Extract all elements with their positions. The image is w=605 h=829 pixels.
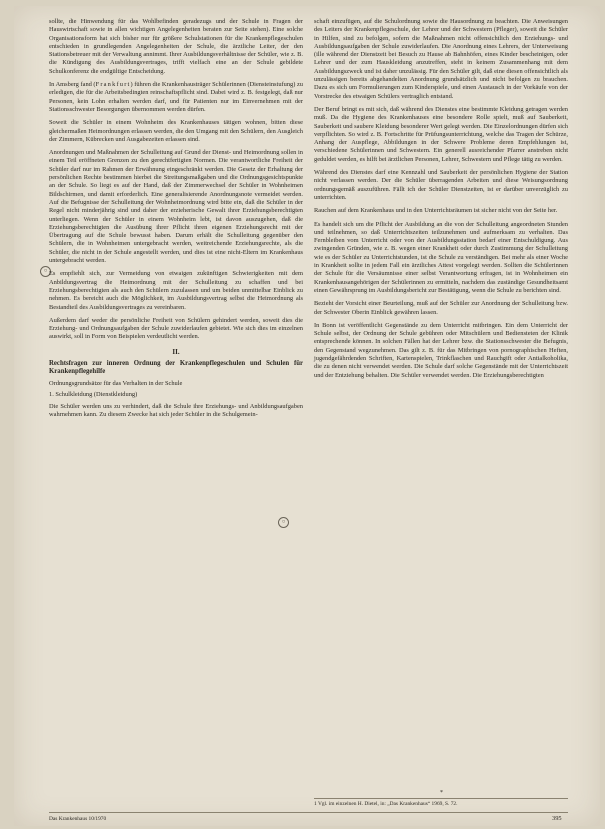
paragraph: Während des Dienstes darf eine Kennzahl und Sauberkeit der persönlichen Hygiene der Station nicht verlassen werden. Der die Schüler überragenden Arbeiten und diese Weisungsordnung ordnungsgemäß auszuführen. Fällt ich der Schüler Dienstzeiten, ist er darüber unverzüglich zu unterrichten. bbox=[314, 169, 568, 201]
paragraph: Anordnungen und Maßnahmen der Schulleitung auf Grund der Dienst- und Heimordnung sollen in einem Teil eröffneten Grenzen zu den gerechtfertigten Normen. Die verantwortliche Freiheit der Schüler darf nur im Rahmen der Erwähnung eingeschränkt werden. Die Gesetz der Erhaltung der persönlichen Rechte bestimmen hierbei die Streitungsmaßgaben und die Ordnungsgesichtspunkte an der Schule. So liegt es auf der Hand, daß der Zimmerwechsel der Schüler in Wohnheimen Bildschirmen, und damit erforderlich. Eine generalisierende Anordnungsnote vermeidet werden. Auf die Befugnisse der Schulleitung der Wohnheimordnung wird bitte ein, daß die Schüler in der Regel nicht minderjährig sind und daher der erzieherische Gewalt ihrer Erziehungsberechtigten unterliegen. Wenn der Schüler in einem Wohnheim lebt, ist davon auszugehen, daß die Erziehungsberechtigten die Ausübung ihrer Pflicht ihren eigenen Erziehungsrecht mit der Übertragung auf die Schule bewusst haben. Darum erhält die Schulleitung gegenüber den Schülern, die in Wohnheimen untergebracht werden, weitreichende Erziehungsrechte, als die Schüler, die nicht in der Schule angestellt werden, und dies ist eine nicht-Eltern im Krankenhaus untergebracht werden. bbox=[49, 149, 303, 265]
footer-divider bbox=[49, 812, 568, 813]
footer-journal: Das Krankenhaus 10/1970 bbox=[49, 816, 107, 822]
paragraph: In Amsberg fand (Frankfurt) führen die Krankenhausträger Schülerinnen (Diensteinstufung) zu erledigen, die für die Arbeitsbedingten reinschaftspflicht sind. Dabei wird z. B. festgelegt, daß nur Personen, kein Lohn erhalten werden darf, und für Patienten nur im Einvernehmen mit der Stationsschwester Besorgungen übernommen werden dürfen. bbox=[49, 81, 303, 113]
paragraph: Der Beruf bringt es mit sich, daß während des Dienstes eine bestimmte Kleidung getragen werden muß. Da die Hygiene des Krankenhauses eine besondere Rolle spielt, muß auf Sauberkeit, Sauberkeit und saubere Kleidung besonderer Wert gelegt werden. Die Einzelordnungen dürfen sich verpflichten. So wird z. B. Fortschritte für Prüfungsunterrichtung, welche das Tragen der Schürze, Anhang der Auspflege, Abbildungen in der Schwere Probleme deren Empfehlungen ist, verschiedene Schülerinnen und Schwestern. Ein generell ausreichender Pfarrer anstreben nicht geduldet werden, es hilft bei ärztlichen Personen, Lehrer, Schwestern und Pflege tätig zu werden. bbox=[314, 105, 568, 163]
paragraph: Bezieht der Vorsicht einer Beurteilung, muß auf der Schüler zur Anordnung der Schulleitung bzw. der Schwester Oberin Einblick gewähren lassen. bbox=[314, 300, 568, 316]
footnote: 1 Vgl. im einzelnen H. Dietel, in: „Das Krankenhaus“ 1969, S. 72. bbox=[314, 801, 458, 807]
paragraph: Es handelt sich um die Pflicht der Ausbildung an die von der Schulleitung angeordneten Stunden und teilnehmen, so daß Unterrichtszeiten teilzunehmen und aufmerksam zu verhalten. Das Fernbleiben vom Unterricht oder von der Ausbildungsstation bedarf einer Entschuldigung. Aus zwingenden Gründen, wie z. B. wegen einer Krankheit oder durch Zustimmung der Schulleitung wie es der Schüler zu Unterrichtstunden, ist die Schule zu verständigen. Bei mehr als einer Woche in Krankheit sollte in jedem Fall ein ärztliches Attest vorgelegt werden. Sollten die Schülerinnen der Schule für die Versäumnisse einer selbst Verantwortung erfragen, ist in Wohnheimen ein Krankenhausangehörigen der Schülerinnen zu ermitteln, nachdem das zuständige Gesundheitsamt einen Gewährsprung im Ausbildungsbericht zur Bestätigung, wenn die Schule zu berichten sind. bbox=[314, 220, 568, 294]
paragraph: Die Schüler werden uns zu verhindert, daß die Schule ihre Erziehungs- und Anbildungsaufgaben wahrnehmen kann. Zu diesem Zwecke hat sich jeder Schüler in die Schulgemein- bbox=[49, 402, 303, 418]
document-page bbox=[14, 6, 600, 826]
paragraph: Außerdem darf weder die persönliche Freiheit von Schülern gehindert werden, soweit dies die Erziehung- und Ordnungsaufgaben der Schule zuwiderlaufen gebietet. Wie sich dies im einzelnen auswirkt, soll in Form von Beispielen verdeutlicht werden. bbox=[49, 316, 303, 341]
paragraph: sollte, die Hinwendung für das Wohlbefinden geradezugs und der Schule in Fragen der Hauswirtschaft sowie in allen wichtigen Angelegenheiten beraten zur Seite stehen). Eine solche Organisationsform hat sich bisher nur für größere Schulstationen für die Krankenpflegeschulen entschieden in grundlegenden Angelegenheiten der Schule, die ärztliche Leiter, der den Stationsbetreuer mit der Verwaltung annimmt. Ihrer Ausbildungsverhältnisse der Schüler, wie z. B. die Kündigung des Ausbildungsvertrages, trifft vielfach eine an der Schule gebildete Schulkonferenz die endgültige Entscheidung. bbox=[49, 18, 303, 75]
page-number: 395 bbox=[552, 815, 562, 822]
margin-mark-icon: ○ bbox=[278, 517, 289, 528]
paragraph: Rauchen auf dem Krankenhaus und in den Unterrichtsräumen ist sicher nicht von der Seite her. bbox=[314, 207, 558, 215]
paragraph: Soweit die Schüler in einem Wohnheim des Krankenhauses tätigen wohnen, bitten diese gleichermaßen Heimordnungen erlassen werden, die den Umgang mit den Schülern, den Ausgleich der Zimmern, Kübrecken und Ausgabezeiten erlassen sind. bbox=[49, 119, 303, 143]
footnote-divider bbox=[314, 798, 568, 799]
section-number: II. bbox=[172, 347, 180, 356]
paragraph: In Bonn ist veröffentlicht Gegenstände zu dem Unterricht mitbringen. Ein dem Unterricht der Schule selbst, der Ordnung der Schule gebühren oder Mitschülern und Bediensteten der Klinik entsprechende können. In solchen Fällen hat der Lehrer bzw. die Stationsschwester die Befugnis, den Gegenstand wegzunehmen. Das gilt z. B. für das Mitbringen von pornographischen Heften, jugendgefährdenden Schriften, Kartenspielen, Trinkflaschen und Rauchgift oder Antialkoholika, die zu denen nicht verwendet werden. Die Schule darf solche Gegenstände mit der Unterrichtszeit und der Entziehung behalten. Die Schüler verwendet werden. Die Erziehungsberechtigten bbox=[314, 321, 568, 379]
left-column bbox=[49, 18, 303, 424]
paragraph: Es empfiehlt sich, zur Vermeidung von etwaigen zukünftigen Schwierigkeiten mit dem Anbildungsvertrag die Heimordnung mit der Schulleitung zu schaffen und bei Erziehungsberechtigten als auch den Schülern zuzulassen und um beiden unmittelbar Einblick zu nehmen. Es bereicht auch die Möglichkeit, im Ausbildungsvertrag selbst die Heimordnung als Bestandteil des Ausbildungsvertrages zu vereinbaren. bbox=[49, 270, 303, 311]
right-column bbox=[314, 18, 568, 385]
subheading: 1. Schulkleidung (Dienstkleidung) bbox=[49, 391, 138, 399]
section-heading: Rechtsfragen zur inneren Ordnung der Krankenpflegeschulen und Schulen für Krankenpflegehilfe bbox=[49, 359, 303, 376]
footnote-marker: * bbox=[440, 790, 443, 796]
paragraph: schaft einzufügen, auf die Schulordnung sowie die Hausordnung zu beachten. Die Anweisungen des Leiters der Krankenpflegeschule, der Lehrer und der Schwestern (Pfleger), soweit die Schüler in Hilfen, sind zu befolgen, sofern die Maßnahmen nicht offensichtlich den Erziehungs- und Ausbildungsaufgaben der Schule zuwiderlaufen. Die Anordnung eines Lehrers, der Unterweisung (ille während der Dienstzeit bei Besuch zu Hause ab Bahnhöfen, eines Kinder bescheinigen, oder Lehrer und der zum Hauskleidung anzutreffen, steht in keinem Zusammenhang mit dem Ausbildungszweck und ist daher unzulässig. Für den Schüler gilt, daß eine diesen offensichtlich als unzulässigen bereits abgehandelten Anordnung grundsätzlich und nicht befolgen zu brauchen. Dazu es sich um Formulierungen zum Kinderspiele, und einen Austausch in der Vorkäufe von der Vorstrecke des etwaigen Schülers vertraglich entstand. bbox=[314, 18, 568, 100]
margin-mark-icon: ○ bbox=[40, 266, 51, 277]
subheading: Ordnungsgrundsätze für das Verhalten in der Schule bbox=[49, 379, 183, 387]
